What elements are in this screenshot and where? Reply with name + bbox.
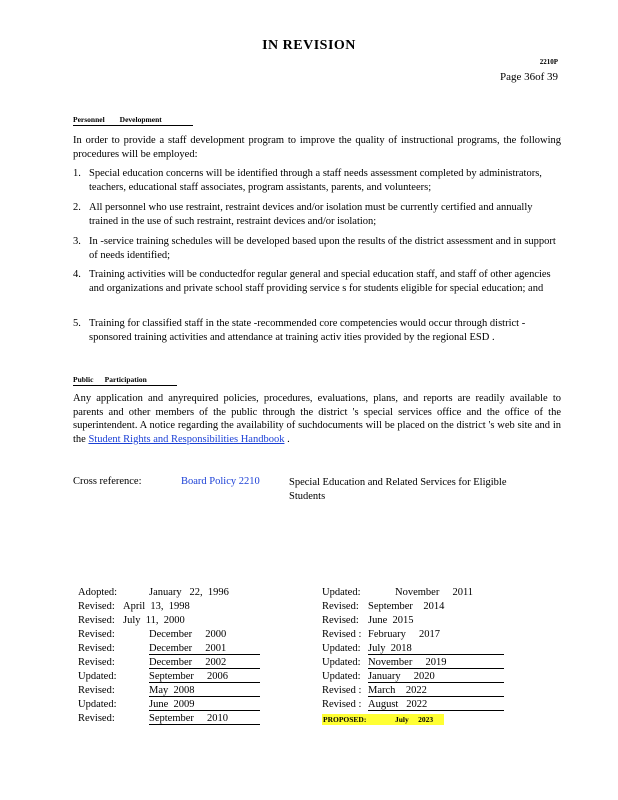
policy-code: 2210P [539, 58, 558, 66]
history-row [78, 670, 263, 684]
procedure-item [73, 268, 559, 295]
history-date: July 2018 [368, 642, 504, 655]
history-label: Revised: [322, 615, 359, 626]
procedure-item [73, 201, 559, 228]
history-row [322, 656, 507, 670]
history-date: September 2006 [149, 670, 260, 683]
procedure-item-text: Training for classified staff in the state -recommended core competencies would occur through district -sponsored training activities and attendance at training activ ities provided by the regional ESD . [89, 318, 526, 343]
cross-reference-description: Special Education and Related Services for Eligible Students [289, 477, 507, 502]
history-label: Revised : [322, 699, 362, 710]
history-label: Updated: [322, 671, 361, 682]
history-row [322, 586, 507, 600]
history-date: April 13, 1998 [123, 601, 190, 612]
procedure-item-number: 3. [73, 236, 81, 247]
history-row [78, 712, 263, 726]
history-label: Updated: [322, 657, 361, 668]
history-date: June 2009 [149, 698, 260, 711]
history-date: December 2000 [149, 629, 227, 640]
history-label: Adopted: [78, 587, 118, 598]
procedure-item [73, 167, 559, 194]
procedure-item [73, 317, 559, 344]
history-date: December 2002 [149, 656, 260, 669]
page-number: Page 36of 39 [499, 71, 558, 83]
procedure-item-number: 4. [73, 269, 81, 280]
public-paragraph [73, 392, 561, 446]
history-label: Revised: [78, 643, 115, 654]
history-label: Updated: [322, 643, 361, 654]
history-label: Revised: [78, 601, 115, 612]
history-date: June 2015 [368, 615, 414, 626]
personnel-heading-wrap [73, 115, 193, 126]
history-label: Revised: [322, 601, 359, 612]
history-row [322, 684, 507, 698]
history-row [322, 600, 507, 614]
history-date: August 2022 [368, 698, 504, 711]
proposed-highlight [322, 714, 444, 725]
history-date: May 2008 [149, 684, 260, 697]
history-row [78, 642, 263, 656]
history-row [78, 600, 263, 614]
personnel-heading: Personnel Development [73, 115, 193, 126]
board-policy-link[interactable]: Board Policy 2210 [181, 476, 260, 487]
procedure-item-text: In -service training schedules will be developed based upon the results of the district assessment and in support of needs identified; [89, 236, 556, 261]
history-label: Revised: [78, 657, 115, 668]
history-date: November 2011 [395, 587, 474, 598]
history-row [322, 628, 507, 642]
history-label: Updated: [78, 699, 117, 710]
proposed-label: PROPOSED: [323, 715, 367, 724]
public-text: Any application and anyrequired policies, procedures, evaluations, plans, and reports are readily available to parents and other members of the public through the district 's special services office and the office of the superintendent. A notice regarding the availability of suchdocuments will be placed on the district 's web site and in the [73, 393, 561, 445]
procedure-item-number: 2. [73, 202, 81, 213]
procedure-item [73, 235, 559, 262]
history-row-proposed [322, 712, 507, 726]
history-date: December 2001 [149, 642, 260, 655]
history-label: Updated: [78, 671, 117, 682]
history-row [78, 586, 263, 600]
history-date: January 2020 [368, 670, 504, 683]
procedure-item-text: Training activities will be conductedfor regular general and special education staff, and staff of other agencies and organizations and private school staff providing service s for students eligible for special education; and [89, 269, 551, 294]
history-label: Revised : [322, 685, 362, 696]
history-date: November 2019 [368, 656, 504, 669]
public-text-end: . [284, 433, 290, 445]
history-label: Revised: [78, 615, 115, 626]
history-date: January 22, 1996 [149, 587, 229, 598]
history-date: September 2014 [368, 601, 445, 612]
history-row [322, 642, 507, 656]
history-label: Revised : [322, 629, 362, 640]
public-heading: Public Participation [73, 375, 177, 386]
procedure-item-number: 1. [73, 168, 81, 179]
history-label: Revised: [78, 713, 115, 724]
history-row [78, 656, 263, 670]
history-row [78, 628, 263, 642]
history-row [322, 670, 507, 684]
history-row [78, 614, 263, 628]
procedure-item-number: 5. [73, 318, 81, 329]
history-date: February 2017 [368, 629, 441, 640]
handbook-link[interactable]: Student Rights and Responsibilities Handbook [88, 433, 285, 445]
history-row [78, 698, 263, 712]
history-date: July 11, 2000 [123, 615, 185, 626]
history-right [322, 586, 507, 726]
history-date: September 2010 [149, 712, 260, 725]
history-row [322, 614, 507, 628]
history-label: Updated: [322, 587, 361, 598]
history-row [78, 684, 263, 698]
history-label: Revised: [78, 685, 115, 696]
history-left [78, 586, 263, 726]
personnel-intro: In order to provide a staff development program to improve the quality of instructional programs, the following procedures will be employed: [73, 135, 561, 160]
procedure-item-text: Special education concerns will be identified through a staff needs assessment completed by administrators, teachers, educational staff associates, program assistants, parents, and volunteers; [89, 168, 542, 193]
cross-reference-label: Cross reference: [73, 476, 142, 487]
history-row [322, 698, 507, 712]
public-heading-wrap [73, 375, 177, 386]
page-title: IN REVISION [262, 38, 356, 53]
procedure-item-text: All personnel who use restraint, restraint devices and/or isolation must be currently certified and annually trained in the use of such restraint, restraint devices and/or isolation; [89, 202, 533, 227]
history-label: Revised: [78, 629, 115, 640]
history-date: March 2022 [368, 684, 504, 697]
proposed-date: July 2023 [395, 715, 434, 724]
